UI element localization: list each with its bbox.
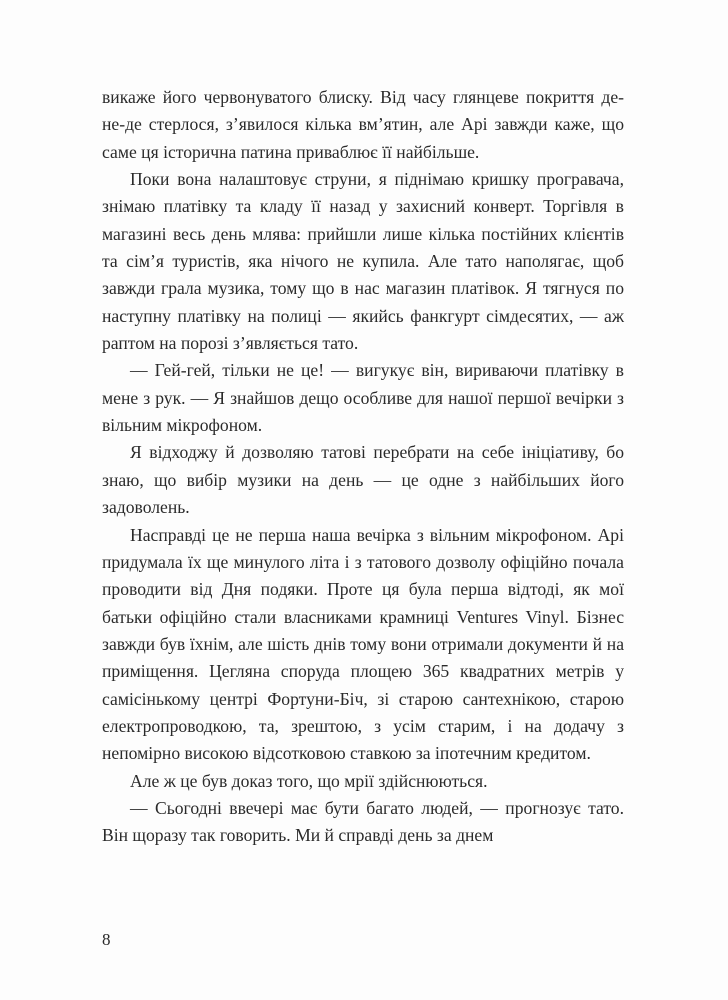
paragraph: Поки вона налаштовує струни, я піднімаю кришку програвача, знімаю платівку та кладу її назад у захисний конверт. Торгівля в магазині весь день млява: прийшли лише кілька постійних клієнтів та сім’я туристів, яка нічого не купила. Але тато наполягає, щоб завжди грала музика, тому що в нас магазин платівок. Я тягнуся по наступну платівку на полиці — якийсь фанкгурт сімдесятих, — аж раптом на порозі з’являється тато. [102, 169, 624, 354]
page-number: 8 [102, 930, 111, 949]
body-text [102, 84, 624, 850]
paragraph: — Сьогодні ввечері має бути багато людей, — прогнозує тато. Він щоразу так говорить. Ми й справді день за днем [102, 797, 624, 846]
paragraph: Але ж це був доказ того, що мрії здійснюються. [130, 770, 488, 791]
paragraph: викаже його червонуватого блиску. Від часу глянцеве покриття де-не-де стерлося, з’явилося кілька вм’ятин, але Арі завжди каже, що саме ця історична патина приваблює її найбільше. [102, 87, 624, 162]
paragraph: — Гей-гей, тільки не це! — вигукує він, вириваючи платівку в мене з рук. — Я знайшов дещо особливе для нашої першої вечірки з вільним мікрофоном. [102, 360, 624, 436]
paragraph: Я відходжу й дозволяю татові перебрати на себе ініціативу, бо знаю, що вибір музики на день — це одне з найбільших його задоволень. [102, 442, 624, 518]
paragraph: Насправді це не перша наша вечірка з вільним мікрофоном. Арі придумала їх ще минулого літа і з татового дозволу офіційно почала проводити від Дня подяки. Проте ця була перша відтоді, як мої батьки офіційно стали власниками крамниці Ventures Vinyl. Бізнес завжди був їхнім, але шість днів тому вони отримали документи й на приміщення. Цегляна споруда площею 365 квадратних метрів у самісінькому центрі Фортуни-Біч, зі старою сантехнікою, старою електропроводкою, та, зрештою, з усім старим, і на додачу з непомірно високою відсотковою ставкою за іпотечним кредитом. [102, 524, 624, 764]
